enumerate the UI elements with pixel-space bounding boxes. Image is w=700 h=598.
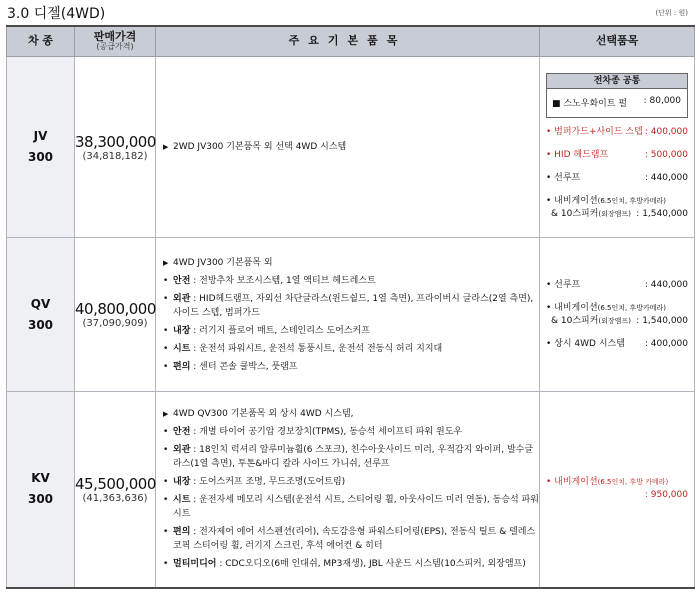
list-item: ▶ 2WD JV300 기본품목 외 선택 4WD 시스템 bbox=[163, 142, 347, 152]
list-item: • 안전 : 개별 타이어 공기압 경보장치(TPMS), 동승석 세이프티 파워 윈도우 bbox=[163, 427, 463, 438]
model-number: 300 bbox=[27, 492, 54, 507]
common-option-label: ■ 스노우화이트 펄 bbox=[552, 99, 628, 109]
model-name: KV bbox=[31, 471, 50, 486]
option-item: • 상시 4WD 시스템 : 400,000 bbox=[546, 338, 688, 349]
list-item: • 시트 : 운전석 파워시트, 운전석 통풍시트, 운전석 전동식 허리 지지대 bbox=[163, 343, 443, 354]
triangle-bullet-icon: ▶ bbox=[163, 143, 169, 151]
header-price-label: 판매가격 bbox=[93, 30, 137, 44]
header-items: 주요기본품목 bbox=[156, 26, 540, 57]
supply-price: (41,363,636) bbox=[82, 492, 148, 504]
model-number: 300 bbox=[27, 150, 54, 164]
standard-items-cell bbox=[156, 238, 540, 392]
header-options: 선택품목 bbox=[540, 26, 695, 57]
list-item: • 안전 : 전방추차 보조시스템, 1열 액티브 헤드레스트 bbox=[163, 275, 376, 286]
list-item: • 편의 : 센터 콘솔 쿨박스, 풋램프 bbox=[163, 361, 298, 372]
common-option-title: 전차종 공통 bbox=[547, 74, 687, 89]
triangle-bullet-icon: ▶ bbox=[163, 410, 169, 419]
model-cell bbox=[7, 57, 75, 238]
price-cell bbox=[75, 238, 156, 392]
list-item: ▶ 4WD JV300 기본품목 외 bbox=[163, 257, 273, 268]
option-item: • 범퍼가드+사이드 스텝 : 400,000 bbox=[546, 127, 688, 137]
model-name: JV bbox=[33, 129, 48, 143]
header-row bbox=[7, 26, 695, 57]
option-item: • 내비게이션(6.5인치, 후방카메라) & 10스피커(외장앰프) : 1,540,000 bbox=[546, 196, 688, 219]
supply-price: (37,090,909) bbox=[82, 318, 148, 329]
common-option-price: : 80,000 bbox=[643, 96, 681, 106]
price-cell bbox=[75, 392, 156, 588]
list-item: • 내장 : 러기지 플로어 매트, 스테인리스 도어스커프 bbox=[163, 325, 370, 336]
option-item: • HID 헤드램프 : 500,000 bbox=[546, 150, 688, 160]
list-item: • 외관 : 18인치 럭셔리 알루미늄휠(6 스포크), 친수아웃사이드 미러, 우적감지 와이퍼, 발수글라스(1열 측면), 투톤&바디 칼라 사이드 가니쉬, 선루프 bbox=[163, 445, 534, 470]
list-item: • 외관 : HID헤드램프, 자외선 차단글라스(윈드쉴드, 1열 측면), 프라이버시 글라스(2열 측면), 사이드 스텝, 범퍼가드 bbox=[163, 293, 534, 318]
supply-price: (34,818,182) bbox=[82, 150, 148, 162]
table-row-jv300 bbox=[7, 57, 695, 238]
model-cell bbox=[7, 238, 75, 392]
list-item: ▶ 4WD QV300 기본품목 외 상시 4WD 시스템, bbox=[163, 409, 354, 420]
model-number: 300 bbox=[27, 317, 54, 332]
sale-price: 40,800,000 bbox=[75, 300, 156, 318]
table-row-kv300 bbox=[7, 392, 695, 588]
page-title: 3.0 디젤(4WD) bbox=[7, 6, 106, 22]
option-item: • 내비게이션(6.5인치, 후방카메라) & 10스피커(외장앰프) : 1,540,000 bbox=[546, 302, 688, 326]
common-option-box bbox=[546, 73, 688, 118]
list-item: • 내장 : 도어스커프 조명, 무드조명(도어트림) bbox=[163, 477, 346, 488]
options-cell bbox=[540, 238, 695, 392]
header-price-sub: (공급가격) bbox=[96, 42, 134, 52]
list-item: • 멀티미디어 : CDC오디오(6매 인대쉬, MP3재생), JBL 사운드 시스템(10스피커, 외장앰프) bbox=[163, 559, 526, 570]
price-spec-table bbox=[6, 25, 695, 589]
options-cell bbox=[540, 392, 695, 588]
option-item: • 내비게이션(6.5인치, 후방 카메라) : 950,000 bbox=[546, 477, 688, 501]
sale-price: 38,300,000 bbox=[75, 132, 156, 151]
sale-price: 45,500,000 bbox=[75, 474, 156, 493]
unit-note: (단위 : 원) bbox=[655, 9, 688, 17]
options-cell bbox=[540, 57, 695, 238]
standard-items-cell bbox=[156, 57, 540, 238]
header-model: 차 종 bbox=[7, 26, 75, 57]
option-item: • 선루프 : 440,000 bbox=[546, 279, 688, 290]
model-name: QV bbox=[30, 296, 51, 311]
list-item: • 편의 : 전자제어 에어 서스펜션(리어), 속도감응형 파워스티어링(EPS), 전동식 틸트 & 텔레스코픽 스티어링 휠, 러기지 스크린, 후석 에어컨 & 히터 bbox=[163, 527, 536, 552]
model-cell bbox=[7, 392, 75, 588]
option-item: • 선루프 : 440,000 bbox=[546, 173, 688, 183]
standard-items-cell bbox=[156, 392, 540, 588]
list-item: • 시트 : 운전자세 메모리 시스템(운전석 시트, 스티어링 휠, 아웃사이드 미러 연동), 동승석 파워시트 bbox=[163, 495, 539, 520]
table-row-qv300 bbox=[7, 238, 695, 392]
price-cell bbox=[75, 57, 156, 238]
header-price bbox=[75, 26, 156, 57]
triangle-bullet-icon: ▶ bbox=[163, 258, 169, 267]
